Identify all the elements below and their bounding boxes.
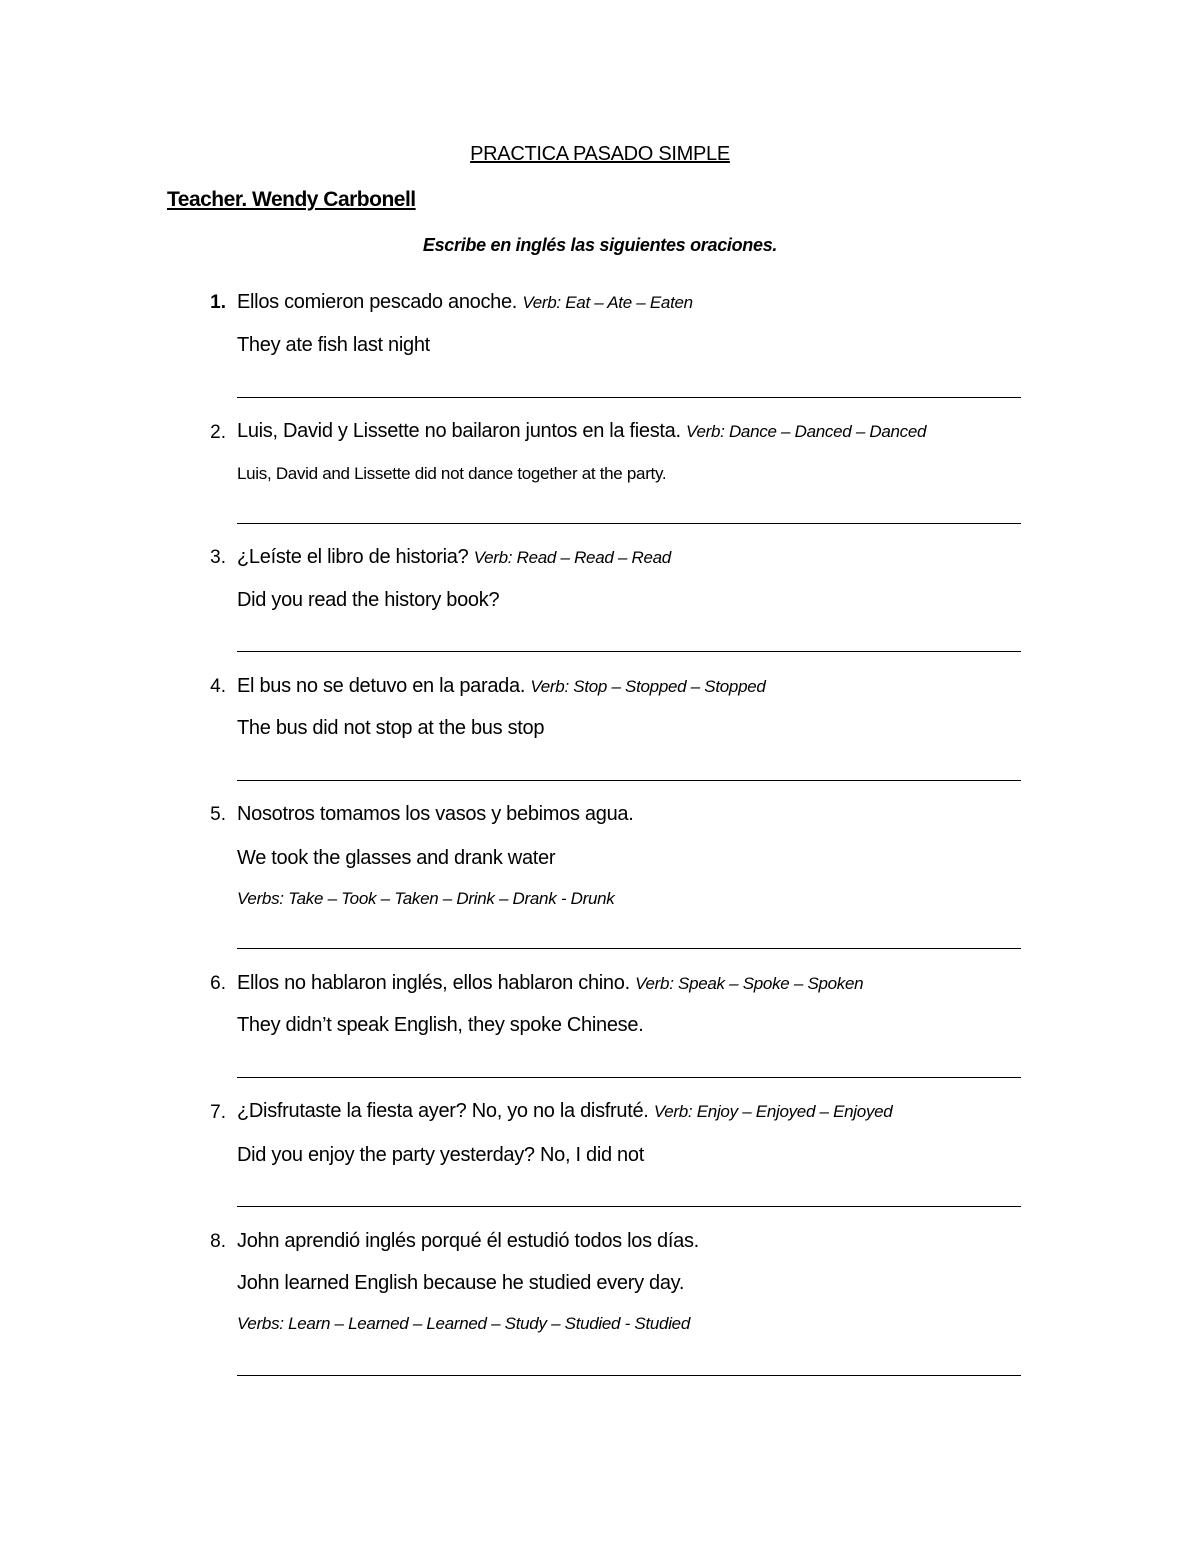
- answer-line: [237, 1375, 1021, 1376]
- item-number: 6.: [210, 973, 226, 994]
- verb-hint: Verbs: Learn – Learned – Learned – Study – Studied - Studied: [237, 1314, 690, 1333]
- instruction-text: Escribe en inglés las siguientes oraciones.: [422, 235, 778, 255]
- item-answer: They didn’t speak English, they spoke Chinese.: [237, 1014, 644, 1036]
- answer-line: [237, 1077, 1021, 1078]
- item-number: 7.: [210, 1102, 226, 1123]
- item-number: 2.: [210, 422, 226, 443]
- answer-line: [237, 523, 1021, 524]
- item-answer: Did you enjoy the party yesterday? No, I did not: [237, 1144, 644, 1166]
- item-answer: Luis, David and Lissette did not dance together at the party.: [237, 464, 667, 483]
- verb-hint: Verbs: Take – Took – Taken – Drink – Drank - Drunk: [237, 889, 615, 908]
- teacher-name: Teacher. Wendy Carbonell: [167, 188, 416, 211]
- verb-hint: Verb: Eat – Ate – Eaten: [522, 293, 693, 312]
- item-spanish-sentence: Ellos comieron pescado anoche. Verb: Eat – Ate – Eaten: [237, 291, 693, 313]
- item-spanish-sentence: John aprendió inglés porqué él estudió todos los días.: [237, 1230, 699, 1252]
- answer-line: [237, 1206, 1021, 1207]
- item-answer: Did you read the history book?: [237, 589, 500, 611]
- item-spanish-sentence: Ellos no hablaron inglés, ellos hablaron chino. Verb: Speak – Spoke – Spoken: [237, 972, 864, 994]
- verb-hint: Verb: Dance – Danced – Danced: [686, 422, 927, 441]
- verb-hint: Verb: Speak – Spoke – Spoken: [635, 974, 864, 993]
- item-spanish-sentence: Nosotros tomamos los vasos y bebimos agua.: [237, 803, 634, 825]
- item-spanish-sentence: ¿Disfrutaste la fiesta ayer? No, yo no la disfruté. Verb: Enjoy – Enjoyed – Enjoyed: [237, 1100, 893, 1122]
- verb-hint: Verb: Read – Read – Read: [473, 548, 671, 567]
- verb-hint: Verb: Enjoy – Enjoyed – Enjoyed: [653, 1102, 893, 1121]
- item-spanish-sentence: El bus no se detuvo en la parada. Verb: Stop – Stopped – Stopped: [237, 675, 766, 697]
- item-number: 5.: [210, 804, 226, 825]
- item-answer: We took the glasses and drank water: [237, 847, 556, 869]
- item-spanish-sentence: Luis, David y Lissette no bailaron juntos en la fiesta. Verb: Dance – Danced – Danced: [237, 420, 927, 442]
- answer-line: [237, 948, 1021, 949]
- answer-line: [237, 397, 1021, 398]
- answer-line: [237, 780, 1021, 781]
- item-number: 3.: [210, 547, 226, 568]
- item-number: 1.: [210, 292, 226, 313]
- item-answer: John learned English because he studied every day.: [237, 1272, 685, 1294]
- item-number: 8.: [210, 1231, 226, 1252]
- item-answer: They ate fish last night: [237, 334, 430, 356]
- verb-hint: Verb: Stop – Stopped – Stopped: [530, 677, 766, 696]
- answer-line: [237, 651, 1021, 652]
- page-title: PRACTICA PASADO SIMPLE: [470, 143, 730, 165]
- item-number: 4.: [210, 676, 226, 697]
- item-spanish-sentence: ¿Leíste el libro de historia? Verb: Read – Read – Read: [237, 546, 671, 568]
- item-answer: The bus did not stop at the bus stop: [237, 717, 545, 739]
